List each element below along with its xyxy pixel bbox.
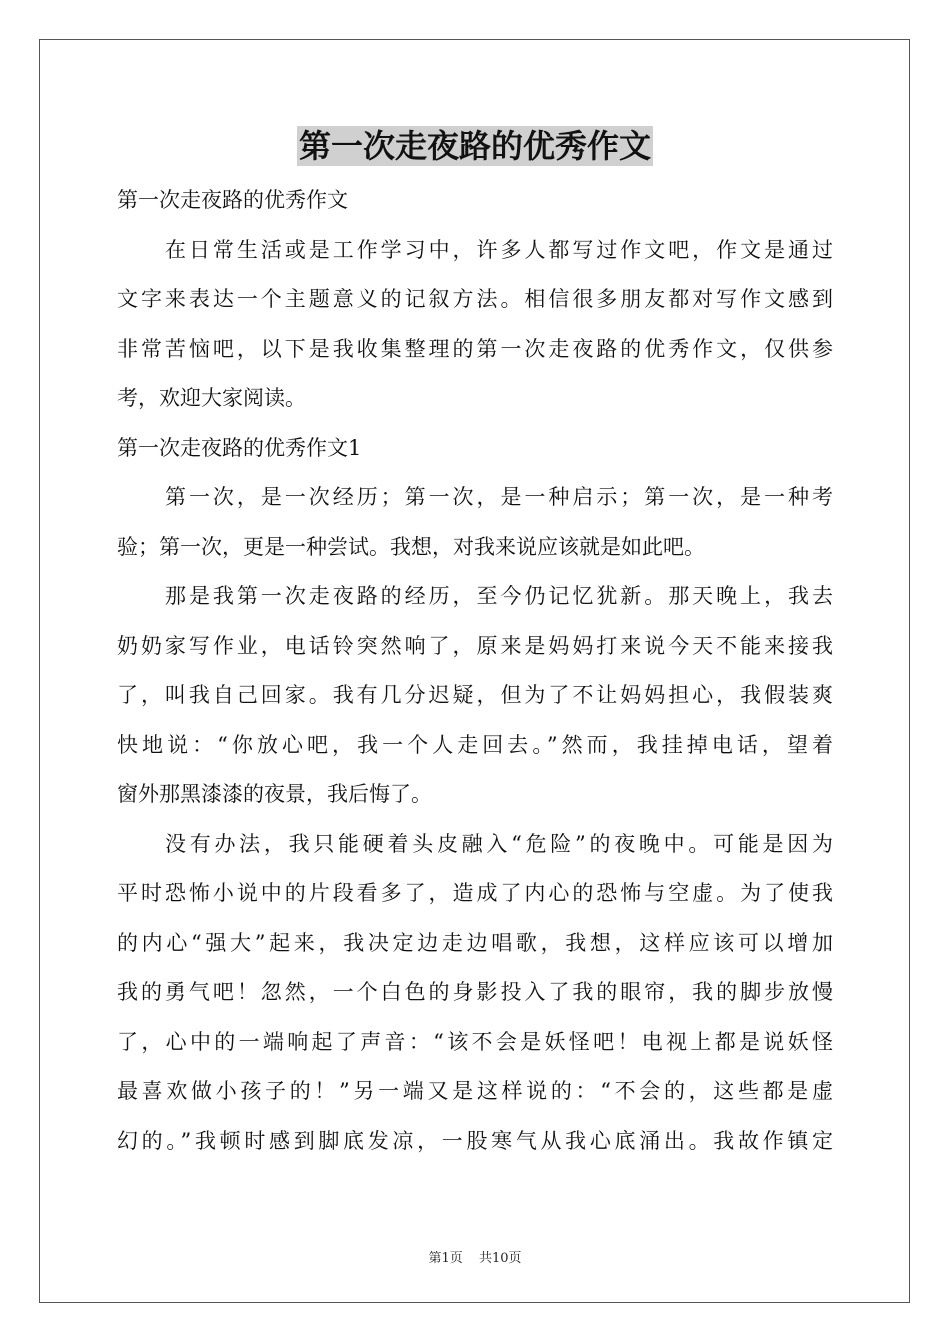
paragraph-line: 在日常生活或是工作学习中，许多人都写过作文吧，作文是通过 xyxy=(165,237,833,262)
page-number: 第1页 xyxy=(428,1251,463,1266)
paragraph-line: 的内心“强大”起来，我决定边走边唱歌，我想，这样应该可以增加 xyxy=(117,930,833,955)
paragraph-line: 非常苦恼吧，以下是我收集整理的第一次走夜路的优秀作文，仅供参 xyxy=(117,336,833,361)
paragraph-line: 了，心中的一端响起了声音：“该不会是妖怪吧！电视上都是说妖怪 xyxy=(117,1029,833,1054)
paragraph-line: 考，欢迎大家阅读。 xyxy=(117,386,306,410)
paragraph-line: 奶奶家写作业，电话铃突然响了，原来是妈妈打来说今天不能来接我 xyxy=(117,633,833,658)
paragraph-line: 了，叫我自己回家。我有几分迟疑，但为了不让妈妈担心，我假装爽 xyxy=(117,683,833,707)
title-container xyxy=(0,126,950,166)
paragraph-line: 快地说：“你放心吧，我一个人走回去。”然而，我挂掉电话，望着 xyxy=(117,732,833,757)
paragraph-line: 幻的。”我顿时感到脚底发凉，一股寒气从我心底涌出。我故作镇定 xyxy=(117,1128,833,1153)
page-total: 共10页 xyxy=(478,1251,522,1266)
paragraph-line: 平时恐怖小说中的片段看多了，造成了内心的恐怖与空虚。为了使我 xyxy=(117,881,833,905)
paragraph-line: 我的勇气吧！忽然，一个白色的身影投入了我的眼帘，我的脚步放慢 xyxy=(117,980,833,1004)
paragraph-line: 文字来表达一个主题意义的记叙方法。相信很多朋友都对写作文感到 xyxy=(117,287,833,311)
section-heading: 第一次走夜路的优秀作文1 xyxy=(117,435,362,460)
page-footer xyxy=(0,1247,950,1266)
paragraph-line: 那是我第一次走夜路的经历，至今仍记忆犹新。那天晚上，我去 xyxy=(165,584,833,608)
paragraph-line: 最喜欢做小孩子的！”另一端又是这样说的：“不会的，这些都是虚 xyxy=(117,1079,833,1103)
document-body xyxy=(117,176,833,1166)
paragraph-line: 第一次，是一次经历；第一次，是一种启示；第一次，是一种考 xyxy=(165,485,833,509)
paragraph-line: 没有办法，我只能硬着头皮融入“危险”的夜晚中。可能是因为 xyxy=(165,831,833,856)
paragraph-line: 窗外那黑漆漆的夜景，我后悔了。 xyxy=(117,782,432,806)
paragraph-line: 验；第一次，更是一种尝试。我想，对我来说应该就是如此吧。 xyxy=(117,534,705,559)
document-title: 第一次走夜路的优秀作文 xyxy=(298,127,651,165)
subtitle-line: 第一次走夜路的优秀作文 xyxy=(117,188,348,212)
